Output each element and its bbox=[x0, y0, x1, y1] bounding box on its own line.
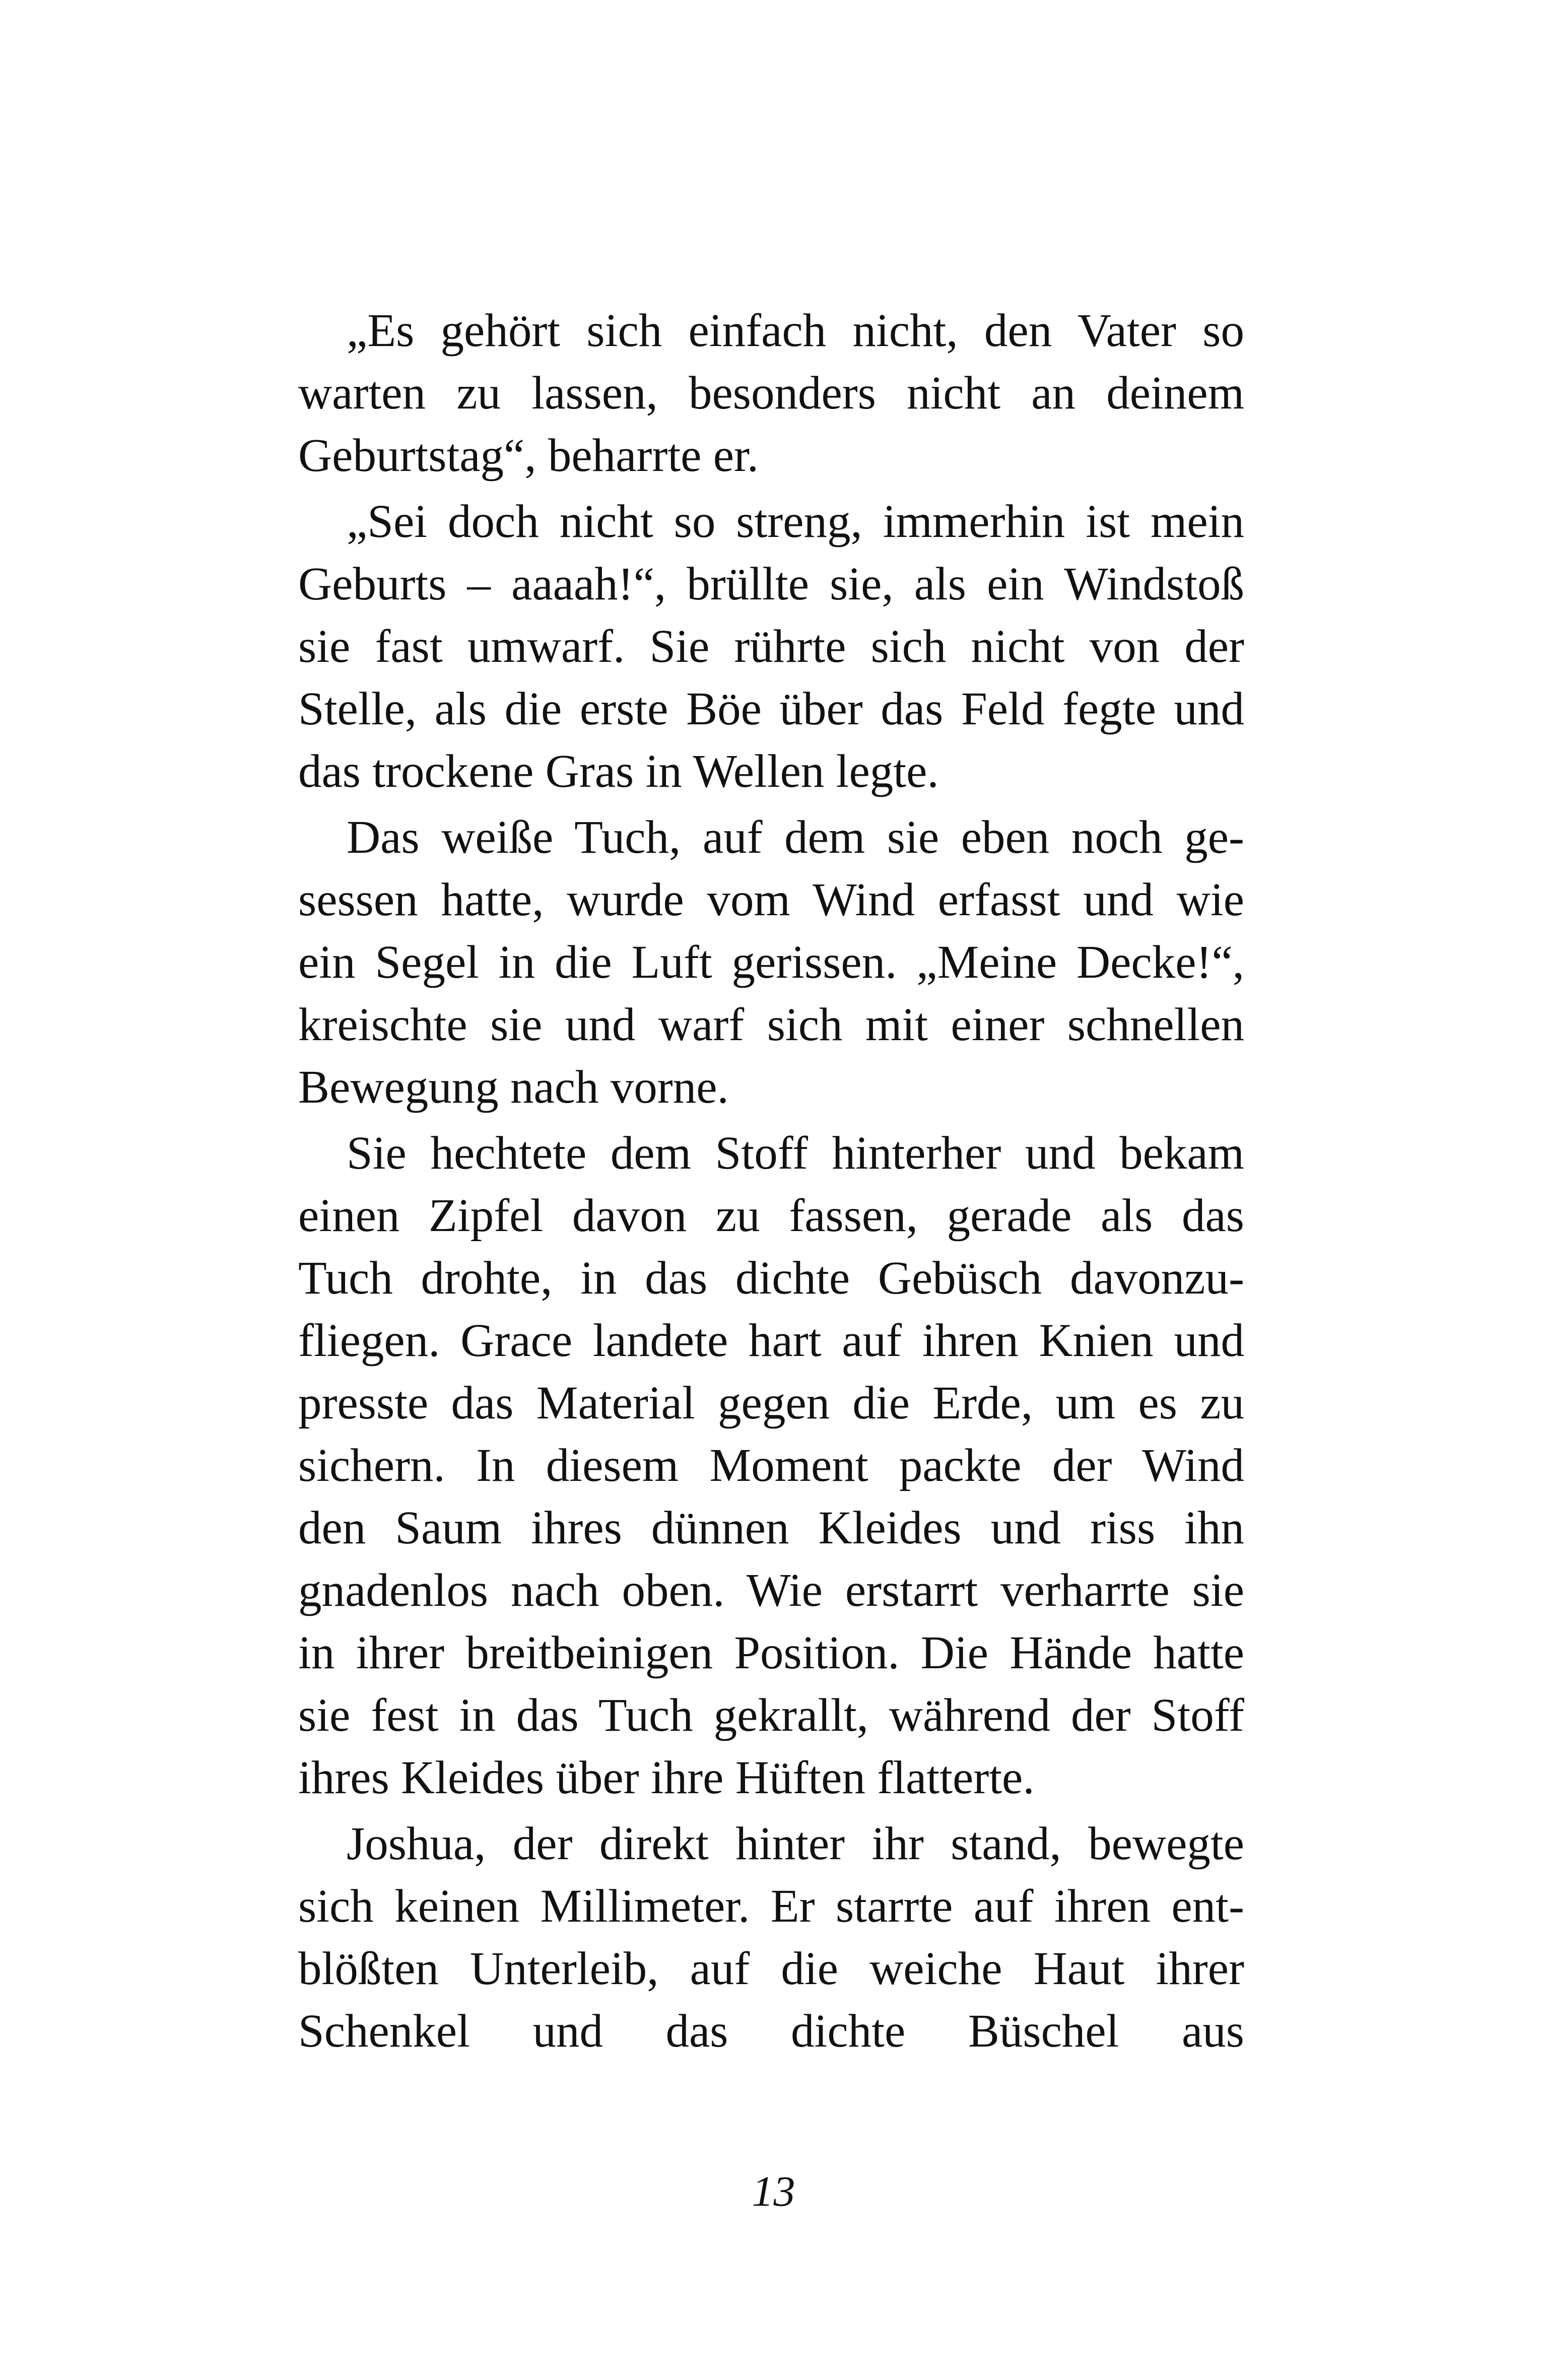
text-line: Geburtstag“, beharrte er. bbox=[298, 430, 759, 482]
paragraph-5 bbox=[298, 1813, 1244, 2063]
text-line: das trockene Gras in Wellen legte. bbox=[298, 745, 939, 797]
text-line: blößten Unterleib, auf die weiche Haut ihrer bbox=[298, 1943, 1244, 1995]
text-line: Das weiße Tuch, auf dem sie eben noch ge- bbox=[347, 811, 1244, 863]
text-line: presste das Material gegen die Erde, um es zu bbox=[298, 1377, 1244, 1429]
text-line: gnadenlos nach oben. Wie erstarrt verharrte sie bbox=[298, 1565, 1244, 1616]
text-line: Geburts – aaaah!“, brüllte sie, als ein Windstoß bbox=[298, 558, 1244, 610]
page-number: 13 bbox=[752, 2167, 795, 2215]
text-line: ein Segel in die Luft gerissen. „Meine Decke!“, bbox=[298, 936, 1244, 988]
text-line: sessen hatte, wurde vom Wind erfasst und wie bbox=[298, 874, 1244, 926]
text-line: Tuch drohte, in das dichte Gebüsch davonzu- bbox=[298, 1252, 1244, 1304]
text-line: sichern. In diesem Moment packte der Wind bbox=[298, 1440, 1244, 1491]
text-line: fliegen. Grace landete hart auf ihren Knien und bbox=[298, 1315, 1244, 1367]
text-line: Bewegung nach vorne. bbox=[298, 1061, 729, 1113]
paragraph-2 bbox=[298, 491, 1244, 803]
paragraph-4 bbox=[298, 1122, 1244, 1809]
text-line: ihres Kleides über ihre Hüften flatterte. bbox=[298, 1752, 1035, 1804]
text-line: „Es gehört sich einfach nicht, den Vater so bbox=[347, 305, 1244, 357]
text-line: in ihrer breitbeinigen Position. Die Hände hatte bbox=[298, 1627, 1244, 1679]
text-line: sie fast umwarf. Sie rührte sich nicht von der bbox=[298, 621, 1244, 672]
text-line: sie fest in das Tuch gekrallt, während der Stoff bbox=[298, 1689, 1244, 1741]
text-line: den Saum ihres dünnen Kleides und riss ihn bbox=[298, 1502, 1244, 1554]
text-line: Sie hechtete dem Stoff hinterher und bekam bbox=[347, 1127, 1244, 1179]
text-line: Schenkel und das dichte Büschel aus bbox=[298, 2005, 1244, 2057]
paragraph-1 bbox=[298, 300, 1244, 487]
text-line: warten zu lassen, besonders nicht an deinem bbox=[298, 367, 1244, 419]
body-text bbox=[298, 300, 1244, 2066]
paragraph-3 bbox=[298, 806, 1244, 1119]
text-line: „Sei doch nicht so streng, immerhin ist mein bbox=[347, 496, 1244, 548]
text-line: Stelle, als die erste Böe über das Feld fegte und bbox=[298, 683, 1244, 735]
text-line: sich keinen Millimeter. Er starrte auf ihren ent- bbox=[298, 1880, 1244, 1932]
text-line: Joshua, der direkt hinter ihr stand, bewegte bbox=[347, 1818, 1244, 1870]
text-line: einen Zipfel davon zu fassen, gerade als das bbox=[298, 1190, 1244, 1242]
text-line: kreischte sie und warf sich mit einer schnellen bbox=[298, 999, 1244, 1051]
